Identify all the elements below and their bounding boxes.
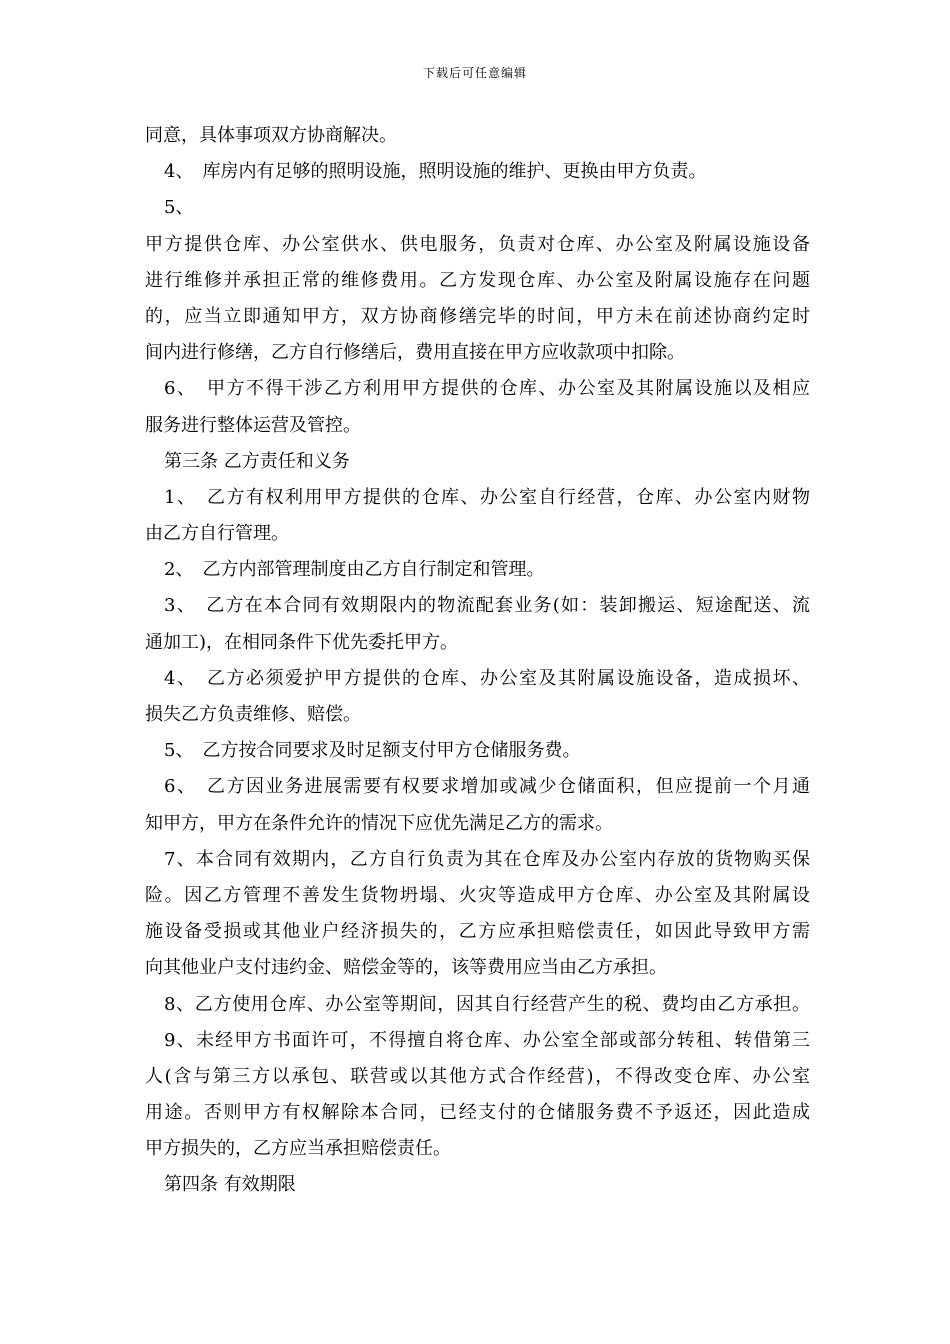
paragraph-line: 人(含与第三方以承包、联营或以其他方式合作经营)，不得改变仓库、办公室: [145, 1065, 810, 1087]
paragraph-line: 进行维修并承担正常的维修费用。乙方发现仓库、办公室及附属设施存在问题: [145, 269, 810, 291]
paragraph-line: 4、 库房内有足够的照明设施，照明设施的维护、更换由甲方负责。: [164, 161, 707, 183]
paragraph-line: 8、乙方使用仓库、办公室等期间，因其自行经营产生的税、费均由乙方承担。: [164, 993, 810, 1015]
paragraph-line: 6、 甲方不得干涉乙方利用甲方提供的仓库、办公室及其附属设施以及相应: [164, 378, 810, 400]
paragraph-line: 甲方损失的，乙方应当承担赔偿责任。: [145, 1138, 451, 1160]
paragraph-line: 第四条 有效期限: [164, 1174, 296, 1196]
paragraph-line: 9、未经甲方书面许可，不得擅自将仓库、办公室全部或部分转租、转借第三: [164, 1029, 810, 1051]
paragraph-line: 由乙方自行管理。: [145, 523, 289, 545]
paragraph-line: 通加工)，在相同条件下优先委托甲方。: [145, 631, 459, 653]
paragraph-line: 施设备受损或其他业户经济损失的，乙方应承担赔偿责任，如因此导致甲方需: [145, 921, 810, 943]
paragraph-line: 知甲方，甲方在条件允许的情况下应优先满足乙方的需求。: [145, 812, 613, 834]
paragraph-line: 5、: [164, 197, 194, 219]
paragraph-line: 7、本合同有效期内，乙方自行负责为其在仓库及办公室内存放的货物购买保: [164, 848, 810, 870]
paragraph-line: 向其他业户支付违约金、赔偿金等的，该等费用应当由乙方承担。: [145, 957, 667, 979]
page-header: 下载后可任意编辑: [422, 66, 527, 80]
paragraph-line: 间内进行修缮，乙方自行修缮后，费用直接在甲方应收款项中扣除。: [145, 342, 685, 364]
document-body: [145, 118, 810, 1204]
paragraph-line: 第三条 乙方责任和义务: [164, 450, 350, 472]
paragraph-line: 2、 乙方内部管理制度由乙方自行制定和管理。: [164, 559, 545, 581]
paragraph-line: 的，应当立即通知甲方，双方协商修缮完毕的时间，甲方未在前述协商约定时: [145, 305, 810, 327]
paragraph-line: 1、 乙方有权利用甲方提供的仓库、办公室自行经营，仓库、办公室内财物: [164, 486, 810, 508]
paragraph-line: 甲方提供仓库、办公室供水、供电服务，负责对仓库、办公室及附属设施设备: [145, 233, 810, 255]
paragraph-line: 用途。否则甲方有权解除本合同，已经支付的仓储服务费不予返还，因此造成: [145, 1102, 810, 1124]
paragraph-line: 3、 乙方在本合同有效期限内的物流配套业务(如：装卸搬运、短途配送、流: [164, 595, 810, 617]
paragraph-line: 险。因乙方管理不善发生货物坍塌、火灾等造成甲方仓库、办公室及其附属设: [145, 884, 810, 906]
paragraph-line: 6、 乙方因业务进展需要有权要求增加或减少仓储面积，但应提前一个月通: [164, 776, 810, 798]
paragraph-line: 服务进行整体运营及管控。: [145, 414, 361, 436]
paragraph-line: 5、 乙方按合同要求及时足额支付甲方仓储服务费。: [164, 740, 581, 762]
paragraph-line: 损失乙方负责维修、赔偿。: [145, 704, 361, 725]
paragraph-line: 同意，具体事项双方协商解决。: [145, 125, 397, 146]
paragraph-line: 4、 乙方必须爱护甲方提供的仓库、办公室及其附属设施设备，造成损坏、: [164, 667, 810, 689]
